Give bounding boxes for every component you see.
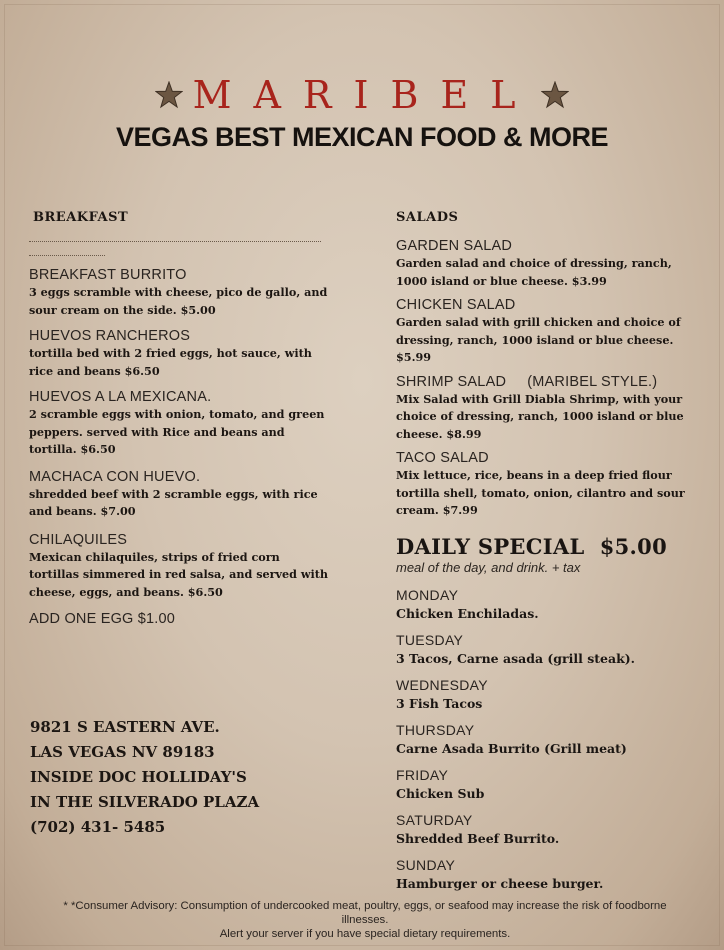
dotted-divider: [29, 241, 321, 242]
item-name: HUEVOS A LA MEXICANA.: [29, 389, 212, 405]
address-line: IN THE SILVERADO PLAZA: [30, 793, 260, 811]
item-desc: shredded beef with 2 scramble eggs, with rice and beans. $7.00: [29, 486, 318, 518]
day-dish: Chicken Enchiladas.: [396, 605, 539, 621]
breakfast-item: [29, 327, 329, 380]
day-name: SATURDAY: [396, 811, 473, 828]
breakfast-item: [29, 531, 329, 602]
tagline: VEGAS BEST MEXICAN FOOD & MORE: [115, 122, 609, 152]
day-name: SUNDAY: [396, 856, 456, 873]
item-desc: Mix lettuce, rice, beans in a deep fried flour tortilla shell, tomato, onion, cilantro and sour cream. $7.99: [396, 468, 685, 517]
left-column: [29, 210, 329, 628]
address-line: INSIDE DOC HOLLIDAY'S: [30, 768, 247, 786]
advisory-line: * *Consumer Advisory: Consumption of undercooked meat, poultry, eggs, or seafood may increase the risk of foodborne illnesses.: [63, 900, 667, 926]
brand-row: [0, 70, 724, 120]
star-icon-left: [155, 81, 183, 109]
day-name: MONDAY: [396, 586, 459, 603]
breakfast-title: BREAKFAST: [33, 210, 129, 225]
day-dish: 3 Fish Tacos: [396, 695, 483, 711]
item-desc: Mexican chilaquiles, strips of fried corn tortillas simmered in red salsa, and served with cheese, eggs, and beans. $6.50: [29, 549, 329, 599]
item-desc: 2 scramble eggs with onion, tomato, and green peppers. served with Rice and beans and tortilla. $6.50: [29, 407, 325, 456]
breakfast-item: [29, 388, 329, 459]
day-dish: Chicken Sub: [396, 785, 485, 801]
brand-name: MARIBEL: [192, 73, 538, 117]
special-day: [396, 766, 696, 803]
item-desc: Garden salad with grill chicken and choice of dressing, ranch, 1000 island or blue cheese. $5.99: [396, 315, 681, 364]
add-egg-option: ADD ONE EGG $1.00: [29, 611, 176, 627]
item-name: SHRIMP SALAD (MARIBEL STYLE.): [396, 373, 658, 390]
address-line: 9821 S EASTERN AVE.: [30, 718, 220, 736]
special-day: [396, 586, 696, 623]
item-name: CHILAQUILES: [29, 531, 128, 548]
daily-special-title: DAILY SPECIAL $5.00: [396, 533, 667, 559]
phone-number: (702) 431- 5485: [30, 818, 166, 836]
item-desc: 3 eggs scramble with cheese, pico de gallo, and sour cream on the side. $5.00: [29, 285, 328, 317]
salad-item: [396, 373, 696, 444]
salad-item: [396, 296, 696, 367]
item-name: CHICKEN SALAD: [396, 297, 516, 313]
item-name: BREAKFAST BURRITO: [29, 267, 187, 283]
consumer-advisory: [40, 899, 690, 941]
address-line: LAS VEGAS NV 89183: [30, 743, 215, 761]
item-name: GARDEN SALAD: [396, 238, 513, 254]
item-desc: Garden salad and choice of dressing, ranch, 1000 island or blue cheese. $3.99: [396, 256, 672, 288]
day-dish: Shredded Beef Burrito.: [396, 830, 560, 846]
salad-item: [396, 237, 696, 290]
item-name: TACO SALAD: [396, 450, 489, 466]
item-desc: tortilla bed with 2 fried eggs, hot sauce, with rice and beans $6.50: [29, 346, 312, 378]
day-dish: Carne Asada Burrito (Grill meat): [396, 740, 627, 756]
day-dish: Hamburger or cheese burger.: [396, 875, 604, 891]
right-column: [396, 210, 696, 893]
item-name: MACHACA CON HUEVO.: [29, 468, 201, 485]
special-day: [396, 721, 696, 758]
star-icon-right: [541, 81, 569, 109]
day-name: TUESDAY: [396, 631, 464, 648]
advisory-line: Alert your server if you have special dietary requirements.: [219, 928, 511, 940]
address-block: [30, 715, 330, 840]
salads-title: SALADS: [396, 210, 459, 225]
daily-special-subtitle: meal of the day, and drink. + tax: [396, 559, 581, 575]
special-day: [396, 631, 696, 668]
dotted-divider-short: [29, 255, 105, 256]
item-desc: Mix Salad with Grill Diabla Shrimp, with your choice of dressing, ranch, 1000 island or blue cheese. $8.99: [396, 391, 684, 441]
breakfast-item: [29, 266, 329, 319]
breakfast-item: [29, 468, 329, 521]
special-day: [396, 676, 696, 713]
day-name: WEDNESDAY: [396, 676, 488, 693]
day-name: THURSDAY: [396, 721, 475, 738]
special-day: [396, 811, 696, 848]
day-name: FRIDAY: [396, 766, 449, 783]
item-name: HUEVOS RANCHEROS: [29, 328, 191, 344]
salad-item: [396, 449, 696, 520]
day-dish: 3 Tacos, Carne asada (grill steak).: [396, 650, 636, 666]
special-day: [396, 856, 696, 893]
